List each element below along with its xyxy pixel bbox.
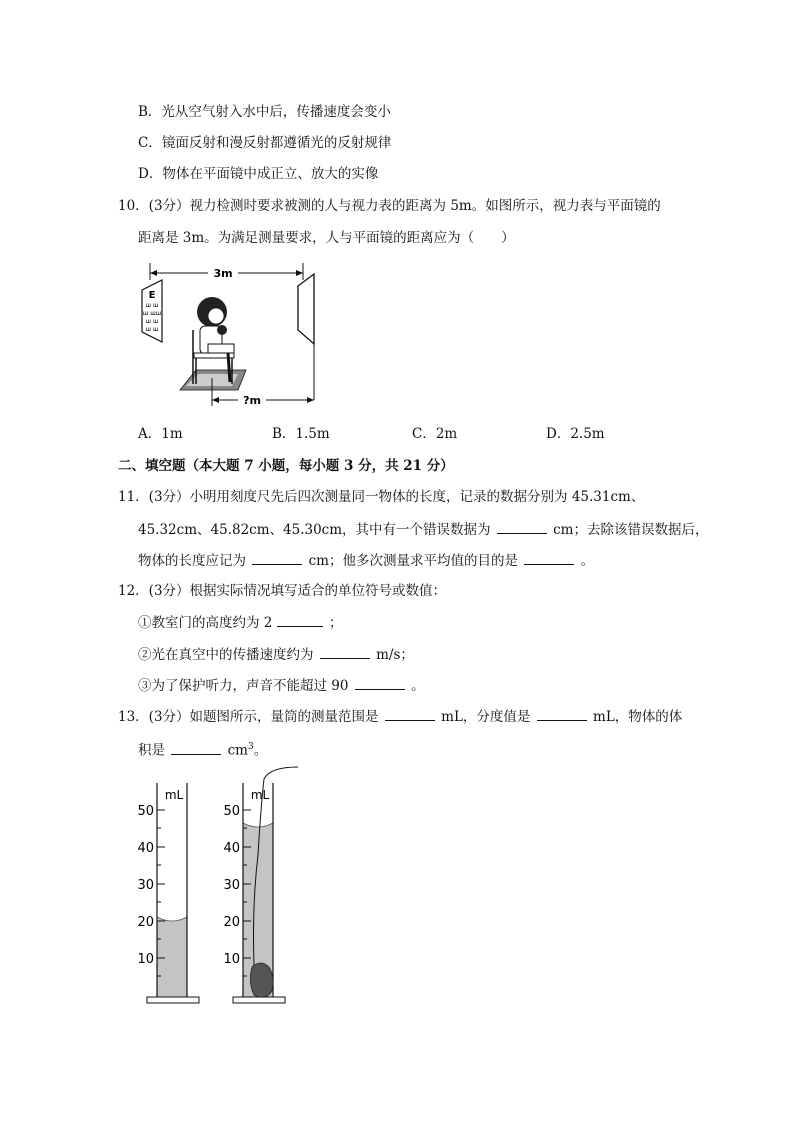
q12-item-1 bbox=[138, 612, 342, 633]
q10-top-dimension-label: 3m bbox=[213, 267, 233, 280]
q13-cylinders-figure bbox=[130, 765, 340, 1010]
q11-answer-blank-1[interactable] bbox=[497, 519, 547, 534]
q13-superscript: 3 bbox=[247, 742, 254, 752]
q13-stem-line2 bbox=[138, 737, 267, 761]
q13-text: 13．(3分）如题图所示，量筒的测量范围是 bbox=[118, 709, 379, 725]
person-seated bbox=[180, 297, 246, 390]
q13-answer-blank-1[interactable] bbox=[385, 706, 435, 721]
q11-stem-line3 bbox=[138, 550, 594, 571]
q12-text: 。 bbox=[411, 678, 425, 694]
q10-bottom-dimension-label: ?m bbox=[243, 394, 261, 407]
tick-label: 50 bbox=[137, 804, 154, 819]
q13-text: cm bbox=[227, 742, 248, 759]
q12-text: ； bbox=[328, 615, 343, 631]
q12-answer-blank-3[interactable] bbox=[355, 675, 405, 690]
cylinder-water-only bbox=[137, 783, 199, 1003]
q11-text: cm；去除该错误数据后， bbox=[553, 522, 709, 538]
q12-text: ①教室门的高度约为 2 bbox=[138, 615, 273, 631]
q11-text: 物体的长度应记为 bbox=[138, 553, 246, 569]
immersed-object bbox=[250, 963, 273, 997]
q11-text: cm；他多次测量求平均值的目的是 bbox=[308, 553, 518, 569]
svg-text:ш ш: ш ш bbox=[145, 302, 159, 309]
q11-stem-line1: 11．(3分）小明用刻度尺先后四次测量同一物体的长度，记录的数据分别为 45.31cm、 bbox=[118, 489, 645, 505]
cylinder-1-unit: mL bbox=[164, 788, 184, 802]
q10-option-b: B．1.5m bbox=[272, 426, 330, 442]
svg-text:ш ш: ш ш bbox=[145, 318, 159, 325]
q10-option-c: C．2m bbox=[412, 426, 458, 442]
q10-stem-line2: 距离是 3m。为满足测量要求，人与平面镜的距离应为（ ） bbox=[138, 230, 515, 246]
q12-item-2 bbox=[138, 644, 414, 665]
tick-label: 30 bbox=[137, 878, 154, 893]
eye-chart bbox=[142, 280, 162, 342]
q9-option-b: B．光从空气射入水中后，传播速度会变小 bbox=[138, 104, 391, 120]
q10-eye-test-figure bbox=[138, 260, 328, 410]
q13-answer-blank-2[interactable] bbox=[537, 706, 587, 721]
q11-answer-blank-3[interactable] bbox=[524, 550, 574, 565]
q12-text: ③为了保护听力，声音不能超过 90 bbox=[138, 678, 349, 694]
q13-text: mL，物体的体 bbox=[593, 709, 683, 725]
q9-option-c: C．镜面反射和漫反射都遵循光的反射规律 bbox=[138, 135, 392, 151]
tick-label: 30 bbox=[223, 878, 240, 893]
q10-option-a: A．1m bbox=[138, 426, 183, 442]
tick-label: 20 bbox=[223, 915, 240, 930]
q12-stem: 12．(3分）根据实际情况填写适合的单位符号或数值： bbox=[118, 583, 447, 599]
tick-label: 10 bbox=[137, 952, 154, 967]
q12-text: m/s； bbox=[376, 647, 414, 663]
tick-label: 40 bbox=[223, 841, 240, 856]
q12-answer-blank-2[interactable] bbox=[320, 644, 370, 659]
tick-label: 40 bbox=[137, 841, 154, 856]
tick-label: 20 bbox=[137, 915, 154, 930]
q13-stem-line1 bbox=[118, 706, 682, 727]
cylinder-with-object bbox=[223, 767, 298, 1003]
q12-text: ②光在真空中的传播速度约为 bbox=[138, 647, 314, 663]
q9-option-d: D．物体在平面镜中成正立、放大的实像 bbox=[138, 166, 379, 182]
q13-text: 积是 bbox=[138, 742, 165, 759]
svg-text:ш шш: ш шш bbox=[142, 310, 162, 317]
q10-option-d: D．2.5m bbox=[546, 426, 605, 442]
tick-label: 50 bbox=[223, 804, 240, 819]
q13-answer-blank-3[interactable] bbox=[171, 740, 221, 755]
section-heading: 二、填空题（本大题 7 小题，每小题 3 分，共 21 分） bbox=[118, 458, 454, 474]
q11-text: 。 bbox=[580, 553, 595, 569]
q11-text: 45.32cm、45.82cm、45.30cm，其中有一个错误数据为 bbox=[138, 522, 491, 538]
q12-answer-blank-1[interactable] bbox=[277, 612, 323, 627]
q12-item-3 bbox=[138, 675, 425, 696]
q11-stem-line2 bbox=[138, 519, 709, 540]
tick-label: 10 bbox=[223, 952, 240, 967]
plane-mirror bbox=[298, 274, 314, 400]
q13-text: 。 bbox=[253, 742, 268, 759]
eye-chart-letter: E bbox=[148, 290, 156, 301]
q13-text: mL，分度值是 bbox=[441, 709, 531, 725]
cylinder-2-unit: mL bbox=[250, 788, 270, 802]
q10-stem-line1: 10．(3分）视力检测时要求被测的人与视力表的距离为 5m。如图所示，视力表与平面镜的 bbox=[118, 198, 661, 214]
q11-answer-blank-2[interactable] bbox=[252, 550, 302, 565]
svg-text:ш ш: ш ш bbox=[145, 326, 159, 333]
